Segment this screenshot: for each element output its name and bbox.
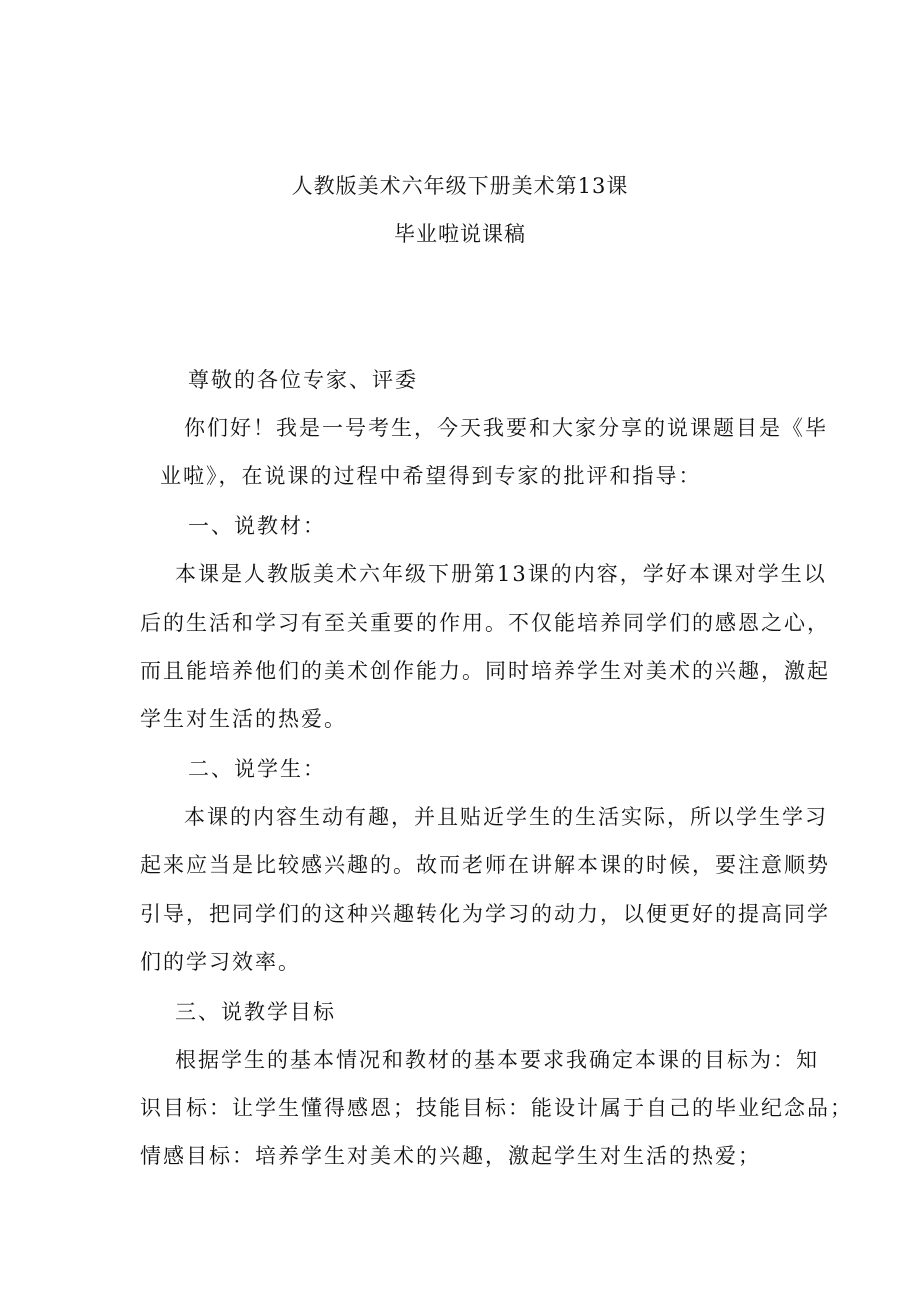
paragraph-line: 起来应当是比较感兴趣的。故而老师在讲解本课的时候，要注意顺势	[140, 853, 830, 877]
paragraph-line: 根据学生的基本情况和教材的基本要求我确定本课的目标为：知	[175, 1048, 819, 1072]
paragraph-line: 学生对生活的热爱。	[140, 707, 347, 731]
paragraph-line: 本课是人教版美术六年级下册第13课的内容，学好本课对学生以	[175, 562, 827, 586]
paragraph-line: 本课的内容生动有趣，并且贴近学生的生活实际，所以学生学习	[184, 805, 828, 829]
paragraph-line: 而且能培养他们的美术创作能力。同时培养学生对美术的兴趣，激起	[140, 659, 830, 683]
paragraph-line: 引导，把同学们的这种兴趣转化为学习的动力，以便更好的提高同学	[140, 902, 830, 926]
document-title: 人教版美术六年级下册美术第13课	[291, 174, 629, 198]
paragraph-line: 你们好！我是一号考生，今天我要和大家分享的说课题目是《毕	[184, 416, 828, 440]
section-heading-students: 二、说学生：	[188, 757, 326, 781]
paragraph-line: 业啦》，在说课的过程中希望得到专家的批评和指导：	[160, 464, 702, 488]
section-heading-textbook: 一、说教材：	[188, 514, 326, 538]
document-subtitle: 毕业啦说课稿	[394, 222, 526, 246]
paragraph-line: 后的生活和学习有至关重要的作用。不仅能培养同学们的感恩之心，	[140, 611, 830, 635]
section-heading-objectives: 三、说教学目标	[175, 1000, 336, 1024]
salutation: 尊敬的各位专家、评委	[188, 368, 418, 392]
paragraph-line: 识目标：让学生懂得感恩；技能目标：能设计属于自己的毕业纪念品；	[140, 1096, 853, 1120]
paragraph-line: 情感目标：培养学生对美术的兴趣，激起学生对生活的热爱；	[140, 1144, 761, 1168]
paragraph-line: 们的学习效率。	[140, 950, 301, 974]
